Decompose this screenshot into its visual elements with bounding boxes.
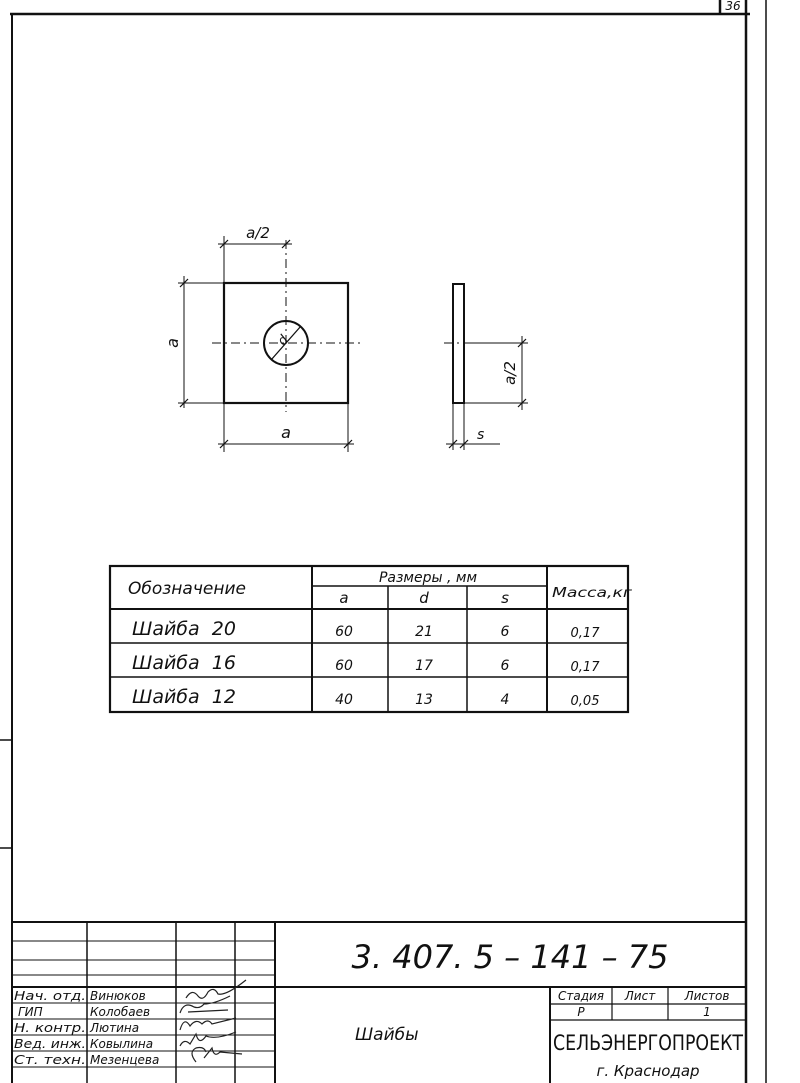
dim-hole: d bbox=[274, 332, 292, 349]
dim-height: a bbox=[163, 338, 182, 348]
sheets-value: 1 bbox=[703, 1005, 711, 1019]
row-name: Шайба 20 bbox=[132, 618, 236, 640]
header-col-d: d bbox=[419, 589, 429, 607]
staff-name: Ковылина bbox=[90, 1037, 154, 1051]
row-a: 60 bbox=[335, 624, 353, 640]
row-d: 21 bbox=[415, 624, 433, 640]
signature-4 bbox=[180, 1032, 236, 1046]
row-a: 60 bbox=[335, 658, 353, 674]
dim-width: a bbox=[281, 423, 291, 442]
staff-name: Винюков bbox=[90, 989, 146, 1003]
org-city: г. Краснодар bbox=[596, 1062, 700, 1080]
header-designation: Обозначение bbox=[128, 579, 246, 599]
doc-code: 3. 407. 5 – 141 – 75 bbox=[351, 938, 669, 976]
sheet-label: Лист bbox=[624, 989, 656, 1003]
table-row bbox=[132, 652, 600, 675]
sheets-label: Листов bbox=[684, 989, 730, 1003]
dim-thickness: s bbox=[477, 427, 485, 443]
staff-role: Ст. техн. bbox=[14, 1053, 86, 1067]
row-mass: 0,17 bbox=[570, 626, 600, 641]
doc-title: Шайбы bbox=[355, 1025, 419, 1045]
title-block bbox=[12, 922, 746, 1083]
staff-name: Лютина bbox=[90, 1021, 140, 1035]
row-name: Шайба 12 bbox=[132, 686, 236, 708]
dim-half-width: a/2 bbox=[246, 224, 270, 242]
header-dimensions: Размеры , мм bbox=[378, 570, 478, 586]
header-mass: Масса,кг bbox=[552, 586, 633, 601]
row-mass: 0,05 bbox=[570, 694, 600, 709]
row-s: 4 bbox=[500, 692, 510, 708]
stage-value: Р bbox=[577, 1005, 585, 1019]
table-row bbox=[132, 686, 599, 709]
stage-label: Стадия bbox=[557, 989, 605, 1003]
side-view bbox=[444, 284, 528, 450]
staff-name: Мезенцева bbox=[90, 1053, 160, 1067]
row-s: 6 bbox=[500, 658, 510, 674]
dim-half-height: a/2 bbox=[501, 361, 519, 385]
spec-table bbox=[110, 566, 632, 712]
row-mass: 0,17 bbox=[570, 660, 600, 675]
row-d: 17 bbox=[415, 658, 433, 674]
staff-role: Нач. отд. bbox=[14, 989, 86, 1003]
corner-label: 36 bbox=[725, 0, 741, 13]
org-name: СЕЛЬЭНЕРГОПРОЕКТ bbox=[553, 1031, 744, 1055]
row-d: 13 bbox=[415, 692, 433, 708]
staff-role: ГИП bbox=[18, 1005, 43, 1019]
header-col-s: s bbox=[501, 589, 509, 607]
signature-2 bbox=[180, 996, 230, 1013]
header-col-a: a bbox=[339, 589, 349, 607]
staff-name: Колобаев bbox=[90, 1005, 151, 1019]
staff-role: Н. контр. bbox=[14, 1021, 86, 1035]
row-a: 40 bbox=[335, 692, 353, 708]
row-s: 6 bbox=[500, 624, 510, 640]
staff-role: Вед. инж. bbox=[14, 1037, 86, 1051]
signature-1 bbox=[186, 980, 246, 998]
row-name: Шайба 16 bbox=[132, 652, 236, 674]
front-view bbox=[163, 224, 362, 452]
table-row bbox=[132, 618, 600, 641]
signature-3 bbox=[180, 1018, 236, 1030]
